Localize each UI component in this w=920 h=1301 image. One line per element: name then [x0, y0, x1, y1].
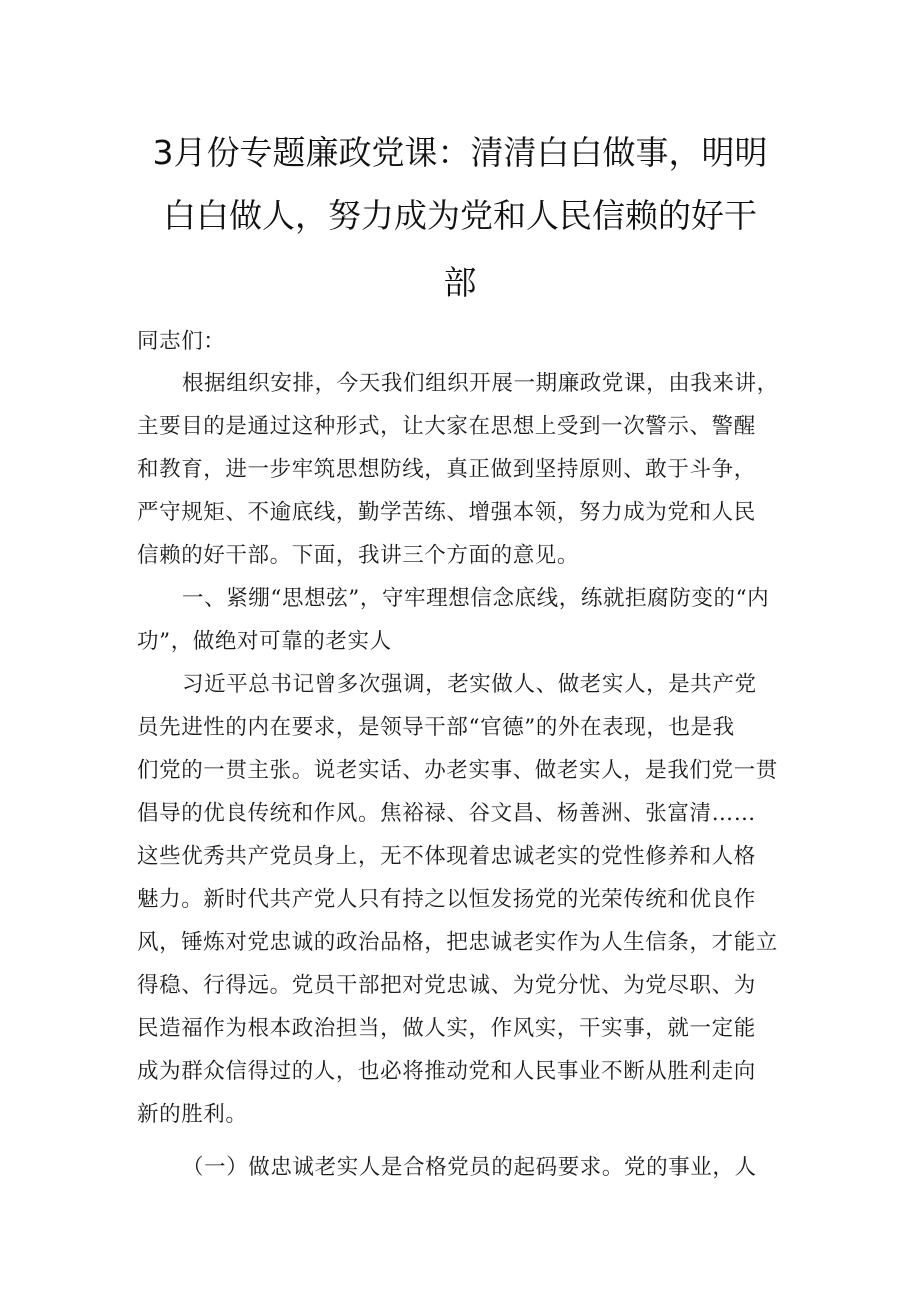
- section-heading-line: 功”，做绝对可靠的老实人: [137, 629, 392, 654]
- paragraph-line: 这些优秀共产党员身上，无不体现着忠诚老实的党性修养和人格: [137, 844, 756, 869]
- document-title-line-2: 白白做人，努力成为党和人民信赖的好干: [163, 196, 757, 235]
- salutation: 同志们：: [137, 329, 226, 354]
- paragraph-line: 根据组织安排，今天我们组织开展一期廉政党课，由我来讲，: [182, 371, 779, 396]
- paragraph-line: 和教育，进一步牢筑思想防线，真正做到坚持原则、敢于斗争，: [137, 457, 756, 482]
- paragraph-line: 习近平总书记曾多次强调，老实做人、做老实人，是共产党: [182, 672, 757, 697]
- paragraph-line: 民造福作为根本政治担当，做人实，作风实，干实事，就一定能: [137, 1016, 756, 1041]
- paragraph-line: 得稳、行得远。党员干部把对党忠诚、为党分忧、为党尽职、为: [137, 973, 756, 998]
- paragraph-line: 倡导的优良传统和作风。焦裕禄、谷文昌、杨善洲、张富清……: [137, 801, 756, 826]
- paragraph-line: 魅力。新时代共产党人只有持之以恒发扬党的光荣传统和优良作: [137, 887, 756, 912]
- paragraph-line: 员先进性的内在要求，是领导干部“官德”的外在表现，也是我: [137, 715, 735, 740]
- document-title-line-1: 3月份专题廉政党课：清清白白做事，明明: [152, 133, 768, 172]
- section-heading-line: 一、紧绷“思想弦”，守牢理想信念底线，练就拒腐防变的“内: [182, 586, 770, 611]
- paragraph-line: 们党的一贯主张。说老实话、办老实事、做老实人，是我们党一贯: [137, 758, 778, 783]
- paragraph-line: 成为群众信得过的人，也必将推动党和人民事业不断从胜利走向: [137, 1059, 756, 1084]
- document-title-line-3: 部: [443, 263, 477, 302]
- paragraph-line: 信赖的好干部。下面，我讲三个方面的意见。: [137, 543, 580, 568]
- subsection-line: （一）做忠诚老实人是合格党员的起码要求。党的事业，人: [182, 1155, 757, 1180]
- paragraph-line: 主要目的是通过这种形式，让大家在思想上受到一次警示、警醒: [137, 414, 756, 439]
- paragraph-line: 新的胜利。: [137, 1102, 248, 1127]
- paragraph-line: 风，锤炼对党忠诚的政治品格，把忠诚老实作为人生信条，才能立: [137, 930, 778, 955]
- paragraph-line: 严守规矩、不逾底线，勤学苦练、增强本领，努力成为党和人民: [137, 500, 756, 525]
